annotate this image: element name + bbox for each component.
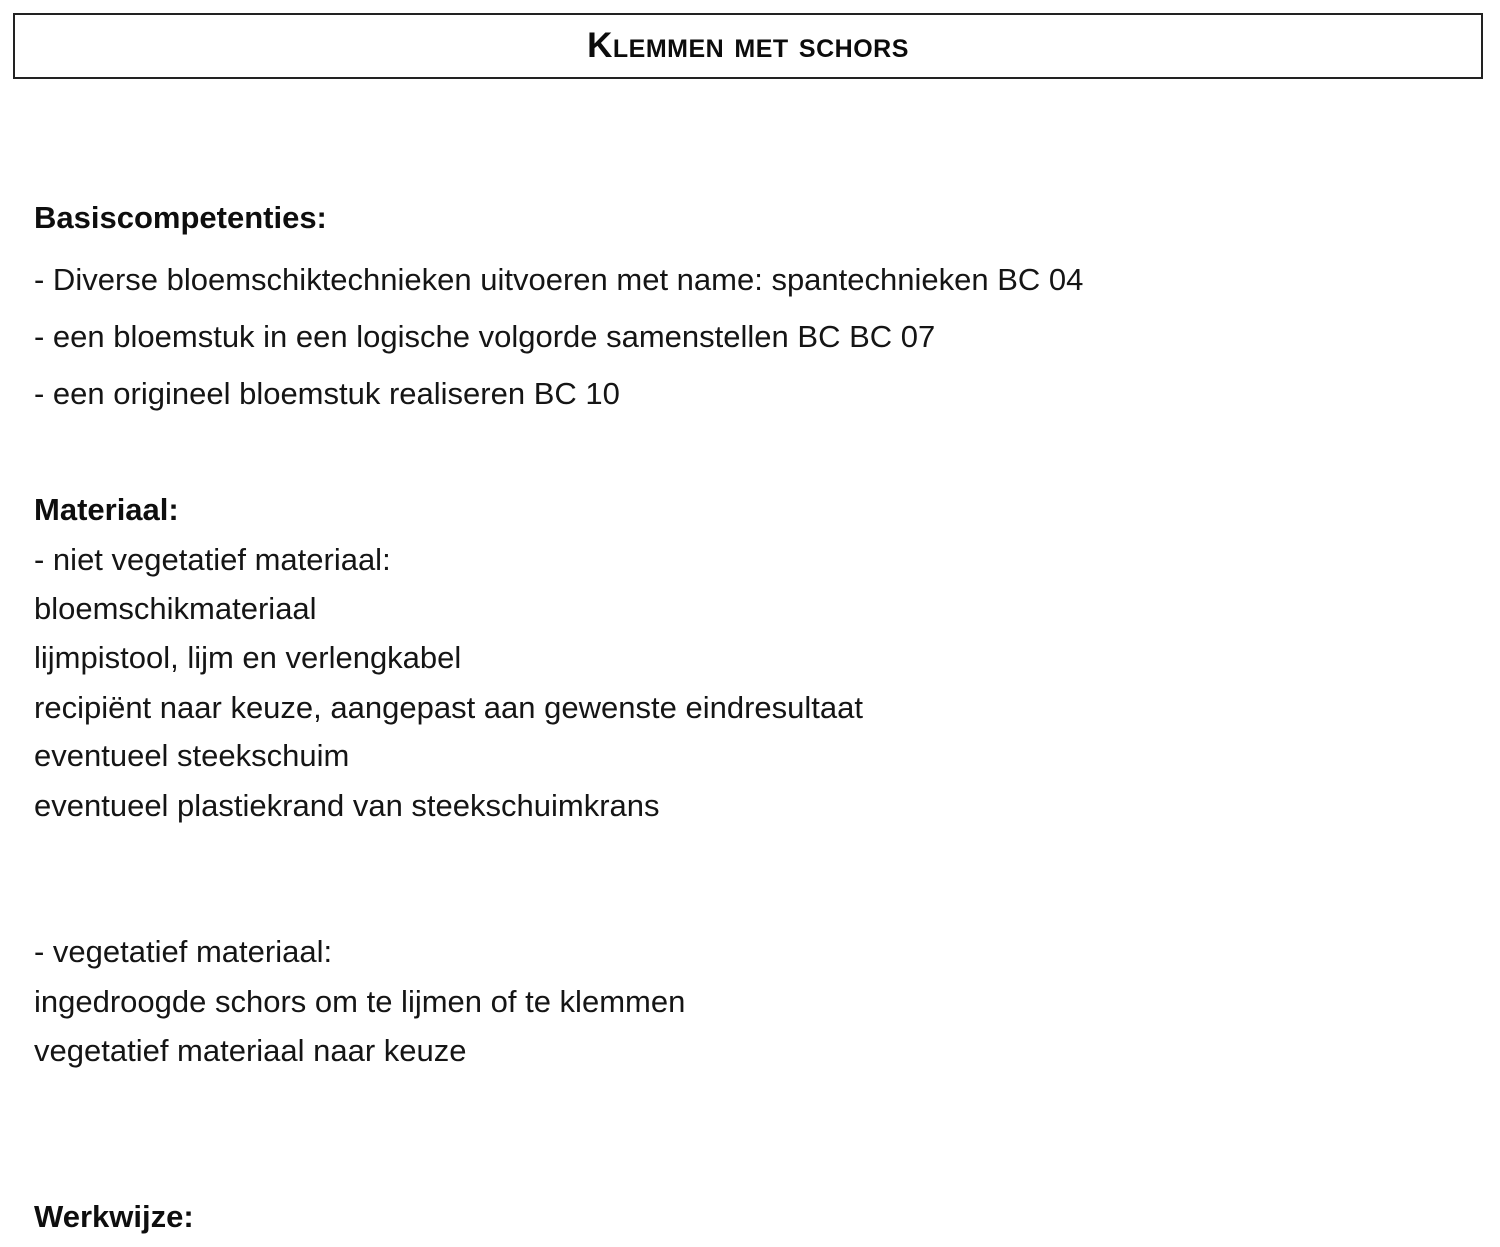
materiaal-item: ingedroogde schors om te lijmen of te klemmen (34, 984, 686, 1019)
title-box (13, 13, 1483, 79)
basiscompetenties-heading: Basiscompetenties: (34, 200, 327, 235)
materiaal-item: eventueel steekschuim (34, 738, 350, 773)
competentie-item: - een origineel bloemstuk realiseren BC 10 (34, 376, 620, 411)
materiaal-heading: Materiaal: (34, 492, 179, 527)
materiaal-item: eventueel plastiekrand van steekschuimkrans (34, 788, 660, 823)
materiaal-item: recipiënt naar keuze, aangepast aan gewenste eindresultaat (34, 690, 863, 725)
document-title: Klemmen met schors (587, 26, 909, 65)
competentie-item: - Diverse bloemschiktechnieken uitvoeren met name: spantechnieken BC 04 (34, 262, 1084, 297)
materiaal-item: lijmpistool, lijm en verlengkabel (34, 640, 462, 675)
vegetatief-label: - vegetatief materiaal: (34, 934, 333, 969)
materiaal-item: vegetatief materiaal naar keuze (34, 1033, 467, 1068)
niet-vegetatief-label: - niet vegetatief materiaal: (34, 542, 391, 577)
materiaal-item: bloemschikmateriaal (34, 591, 317, 626)
werkwijze-heading: Werkwijze: (34, 1199, 194, 1234)
competentie-item: - een bloemstuk in een logische volgorde samenstellen BC BC 07 (34, 319, 936, 354)
